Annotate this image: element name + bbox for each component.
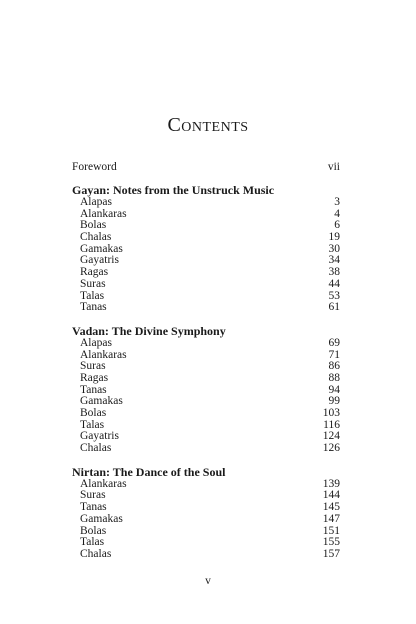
- toc-entry-page: 155: [322, 536, 340, 549]
- toc-entry: [72, 232, 340, 244]
- toc-entry-label: Chalas: [80, 231, 112, 244]
- toc-entry-label: Talas: [80, 289, 105, 302]
- toc-entry-foreword: [72, 161, 340, 173]
- toc-entry-page: 157: [322, 547, 340, 560]
- toc-sections: [72, 184, 340, 561]
- table-of-contents: [72, 161, 340, 561]
- toc-entry: [72, 396, 340, 408]
- toc-entry-label: Talas: [80, 536, 105, 549]
- toc-entry: [72, 537, 340, 549]
- toc-entry-page: 99: [328, 395, 340, 408]
- toc-entry-page: 86: [328, 360, 340, 373]
- toc-entry-page: 139: [322, 477, 340, 490]
- toc-entry-label: Gayatris: [80, 430, 119, 443]
- section-title: Gayan: Notes from the Unstruck Music: [72, 183, 275, 197]
- toc-entry-label: Bolas: [80, 219, 107, 232]
- toc-entry: [72, 408, 340, 420]
- toc-entry-page: 19: [328, 231, 340, 244]
- toc-entry-label: Suras: [80, 360, 106, 373]
- toc-entry-label: Suras: [80, 489, 106, 502]
- toc-entry-label: Alapas: [80, 336, 112, 349]
- toc-entry-page: vii: [327, 161, 340, 173]
- toc-entry-page: 30: [328, 242, 340, 255]
- toc-entry-page: 69: [328, 336, 340, 349]
- toc-entry-label: Chalas: [80, 547, 112, 560]
- toc-entry: [72, 255, 340, 267]
- toc-entry-page: 94: [328, 383, 340, 396]
- toc-entry-page: 103: [322, 407, 340, 419]
- toc-entry-page: 145: [322, 501, 340, 514]
- toc-entry-label: Foreword: [72, 161, 117, 173]
- toc-entry-label: Gamakas: [80, 242, 123, 255]
- toc-entry-label: Suras: [80, 277, 106, 290]
- toc-entry-label: Talas: [80, 418, 105, 431]
- toc-entry: [72, 549, 340, 561]
- toc-entry: [72, 279, 340, 291]
- toc-entry-page: 126: [322, 442, 340, 455]
- toc-entry: [72, 526, 340, 538]
- toc-entry-page: 71: [328, 348, 340, 361]
- toc-entry-page: 53: [328, 289, 340, 302]
- toc-entry-label: Gayatris: [80, 254, 119, 267]
- toc-entry-page: 88: [328, 371, 340, 384]
- toc-section: [72, 325, 340, 455]
- toc-entry-label: Gamakas: [80, 395, 123, 408]
- toc-entry-label: Alankaras: [80, 348, 127, 361]
- toc-entry: [72, 514, 340, 526]
- toc-entry-page: 44: [328, 277, 340, 290]
- toc-entry-label: Alapas: [80, 196, 112, 208]
- toc-entry: [72, 431, 340, 443]
- toc-entry-label: Ragas: [80, 371, 109, 384]
- toc-section: [72, 466, 340, 561]
- toc-entry-label: Alankaras: [80, 207, 127, 220]
- toc-entry: [72, 220, 340, 232]
- toc-entry-page: 61: [328, 301, 340, 314]
- toc-entry-label: Tanas: [80, 501, 107, 514]
- page-number: v: [205, 575, 211, 587]
- toc-entry: [72, 373, 340, 385]
- toc-entry: [72, 197, 340, 209]
- toc-entry-page: 3: [334, 196, 340, 208]
- toc-entry: [72, 338, 340, 350]
- page-title: Contents: [167, 114, 249, 136]
- toc-entry: [72, 479, 340, 491]
- toc-entry: [72, 209, 340, 221]
- toc-entry: [72, 490, 340, 502]
- toc-entry: [72, 350, 340, 362]
- toc-entry-label: Gamakas: [80, 512, 123, 525]
- toc-entry-label: Bolas: [80, 524, 107, 537]
- toc-entry: [72, 361, 340, 373]
- toc-entry-page: 124: [322, 430, 340, 443]
- section-title: Nirtan: The Dance of the Soul: [72, 464, 226, 479]
- toc-entry-page: 6: [334, 219, 340, 232]
- toc-entry-page: 147: [322, 512, 340, 525]
- section-title: Vadan: The Divine Symphony: [72, 323, 226, 338]
- toc-entry-page: 151: [322, 524, 340, 537]
- toc-entry: [72, 443, 340, 455]
- toc-entry-label: Alankaras: [80, 477, 127, 490]
- toc-entry-label: Tanas: [80, 383, 107, 396]
- toc-entry-page: 34: [328, 254, 340, 267]
- toc-entry: [72, 267, 340, 279]
- toc-entry: [72, 302, 340, 314]
- toc-section: [72, 184, 340, 314]
- toc-entry-label: Bolas: [80, 407, 107, 419]
- toc-entry: [72, 291, 340, 303]
- toc-entry-page: 38: [328, 266, 340, 279]
- toc-entry-page: 144: [322, 489, 340, 502]
- toc-entry-label: Ragas: [80, 266, 109, 279]
- toc-entry-label: Chalas: [80, 442, 112, 455]
- toc-entry-label: Tanas: [80, 301, 107, 314]
- toc-entry-page: 116: [323, 418, 340, 431]
- toc-entry-page: 4: [334, 207, 340, 220]
